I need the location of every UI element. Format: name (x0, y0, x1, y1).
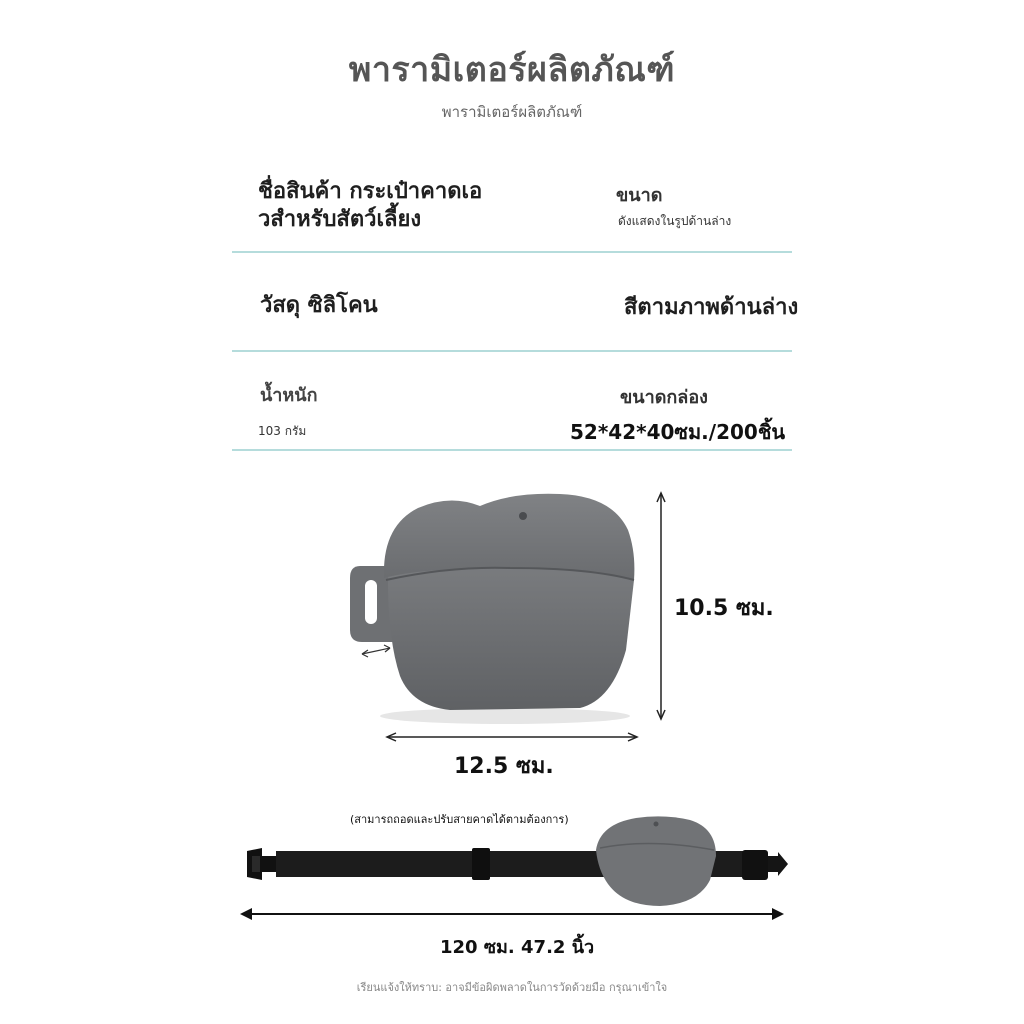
belt-pouch-button (654, 822, 659, 827)
belt-loop-hole (365, 580, 377, 624)
pouch-button (519, 512, 527, 520)
divider (232, 251, 792, 253)
pouch-body (388, 562, 634, 710)
box-size-label: ขนาดกล่อง (620, 387, 708, 408)
weight-value: 103 กรัม (258, 424, 307, 438)
pouch-dimension-diagram (0, 480, 1024, 780)
divider (232, 350, 792, 352)
belt-diagram (0, 810, 1024, 940)
weight-label: น้ำหนัก (260, 385, 318, 406)
right-buckle (742, 850, 768, 880)
right-buckle-tip (768, 852, 788, 876)
size-label: ขนาด (616, 185, 663, 206)
color-label: สีตามภาพด้านล่าง (624, 295, 799, 320)
box-size-value: 52*42*40ซม./200ชิ้น (570, 420, 786, 444)
divider (232, 449, 792, 451)
belt-slider (472, 848, 490, 880)
left-buckle (247, 848, 276, 880)
product-name-line1: ชื่อสินค้า กระเป๋าคาดเอ (258, 179, 483, 204)
pouch-shadow (380, 708, 630, 724)
belt-pouch (596, 816, 716, 906)
belt-length-label: 120 ซม. 47.2 นิ้ว (440, 937, 595, 958)
product-name-line2: วสำหรับสัตว์เลี้ยง (258, 207, 422, 232)
disclaimer: เรียนแจ้งให้ทราบ: อาจมีข้อผิดพลาดในการวัดด้วยมือ กรุณาเข้าใจ (356, 981, 668, 994)
left-buckle-slot (252, 856, 260, 872)
height-label: 10.5 ซม. (674, 596, 774, 621)
page-subtitle: พารามิเตอร์ผลิตภัณฑ์ (441, 103, 583, 121)
width-label: 12.5 ซม. (454, 754, 554, 779)
product-name (258, 178, 482, 234)
page-title: พารามิเตอร์ผลิตภัณฑ์ (348, 50, 676, 90)
size-value: ดังแสดงในรูปด้านล่าง (618, 214, 732, 228)
material-label: วัสดุ ซิลิโคน (260, 293, 378, 318)
belt-note: (สามารถถอดและปรับสายคาดได้ตามต้องการ) (350, 813, 569, 826)
